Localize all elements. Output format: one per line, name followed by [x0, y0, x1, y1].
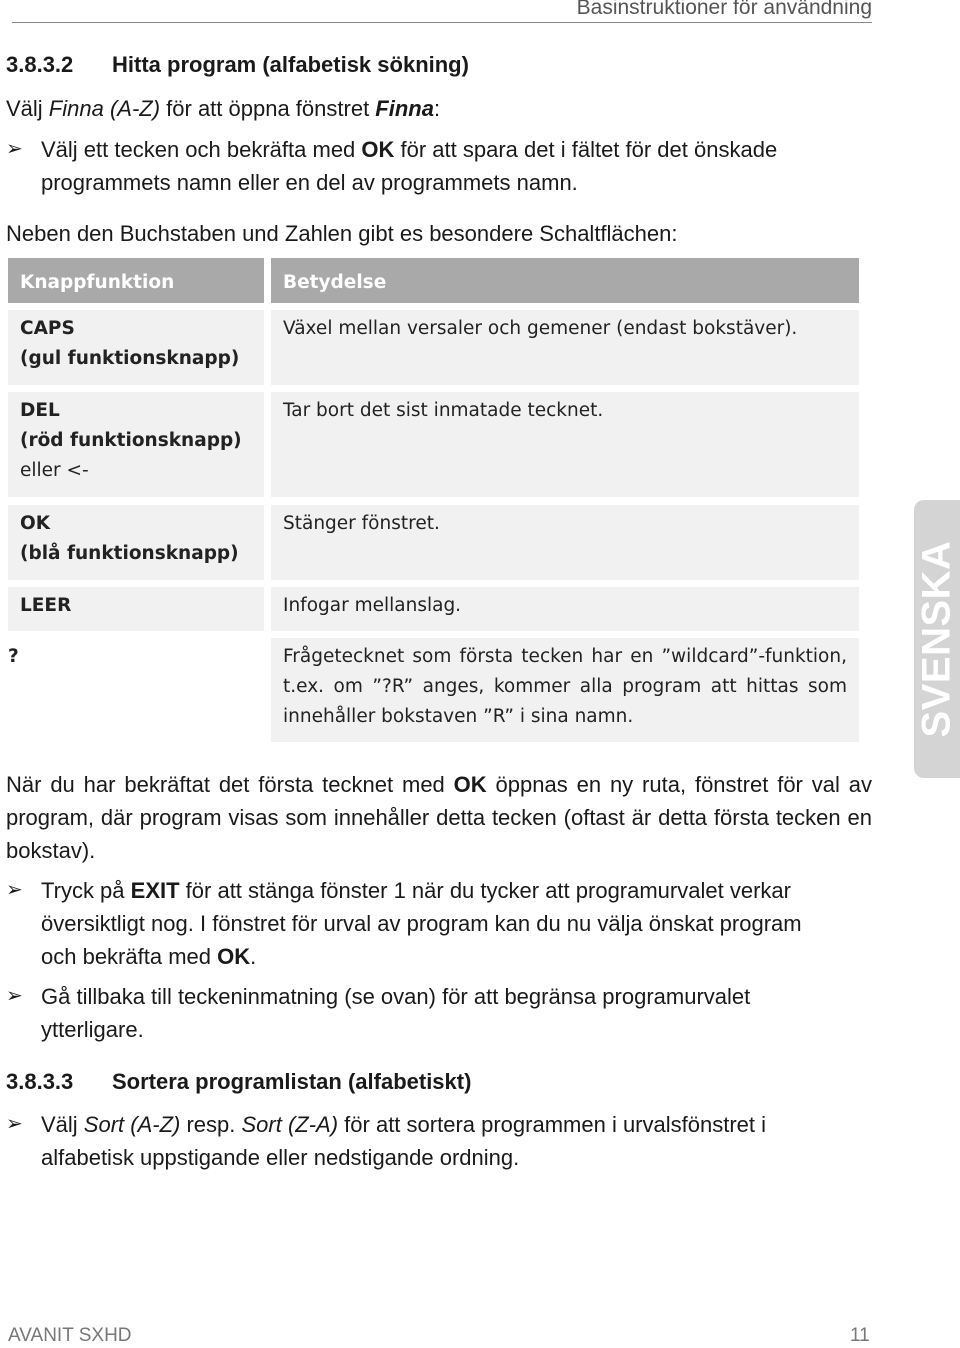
table-intro: Neben den Buchstaben und Zahlen gibt es besondere Schaltflächen:	[6, 221, 678, 246]
table-row-wildcard-key: ?	[8, 646, 19, 667]
bullet-arrow-icon: ➢	[6, 138, 23, 160]
table-row-del-meaning: Tar bort det sist inmatade tecknet.	[271, 392, 859, 497]
header-title: Basinstruktioner för användning	[576, 0, 872, 19]
bullet-item-1: ➢ Välj ett tecken och bekräfta med OK för att spara det i fältet för det önskade programmets namn eller en del av programmets namn.	[6, 133, 866, 199]
side-tab-label: SVENSKA	[914, 540, 959, 738]
bullet-arrow-icon: ➢	[6, 1113, 23, 1135]
page-number: 11	[850, 1325, 870, 1346]
table-row-del-key: DEL (röd funktionsknapp) eller <-	[8, 392, 264, 497]
window-name: Finna	[375, 96, 434, 121]
table-row-caps-key: CAPS (gul funktionsknapp)	[8, 310, 264, 385]
language-side-tab	[914, 500, 960, 778]
table-row-ok-key: OK (blå funktionsknapp)	[8, 505, 264, 580]
bullet-item-3: ➢ Gå tillbaka till teckeninmatning (se ovan) för att begränsa programurvalet ytterligare.	[6, 980, 806, 1046]
table-row-caps-meaning: Växel mellan versaler och gemener (endast bokstäver).	[271, 310, 859, 385]
table-header-meaning: Betydelse	[271, 258, 859, 303]
bullet-arrow-icon: ➢	[6, 879, 23, 901]
page-header	[12, 0, 872, 23]
table-row-leer-key: LEER	[8, 587, 264, 631]
section-heading-1	[6, 52, 469, 78]
intro-paragraph: Välj Finna (A-Z) för att öppna fönstret Finna:	[6, 96, 441, 121]
menu-name: Finna (A-Z)	[48, 96, 161, 121]
section-heading-2	[6, 1069, 471, 1095]
bullet-item-4: ➢ Välj Sort (A-Z) resp. Sort (Z-A) för att sortera programmen i urvalsfönstret i alfabetisk uppstigande eller nedstigande ordning.	[6, 1108, 806, 1174]
section-title: Hitta program (alfabetisk sökning)	[112, 52, 469, 77]
bullet-arrow-icon: ➢	[6, 985, 23, 1007]
footer-product: AVANIT SXHD	[8, 1325, 132, 1346]
table-header-function: Knappfunktion	[8, 258, 264, 303]
section-number: 3.8.3.2	[6, 52, 74, 77]
table-row-wildcard-meaning: Frågetecknet som första tecken har en ”wildcard”-funktion, t.ex. om ”?R” anges, kommer alla program att hittas som innehåller bokstaven ”R” i sina namn.	[271, 638, 859, 742]
section-title: Sortera programlistan (alfabetiskt)	[112, 1069, 472, 1094]
section-number: 3.8.3.3	[6, 1069, 74, 1094]
bullet-item-2: ➢ Tryck på EXIT för att stänga fönster 1 när du tycker att programurvalet verkar översiktligt nog. I fönstret för urval av program kan du nu välja önskat program och bekräfta med OK.	[6, 874, 836, 973]
table-row-leer-meaning: Infogar mellanslag.	[271, 587, 859, 631]
table-row-ok-meaning: Stänger fönstret.	[271, 505, 859, 580]
result-paragraph: När du har bekräftat det första tecknet med OK öppnas en ny ruta, fönstret för val av program, där program visas som innehåller detta tecken (oftast är detta första tecken en bokstav).	[6, 772, 872, 863]
